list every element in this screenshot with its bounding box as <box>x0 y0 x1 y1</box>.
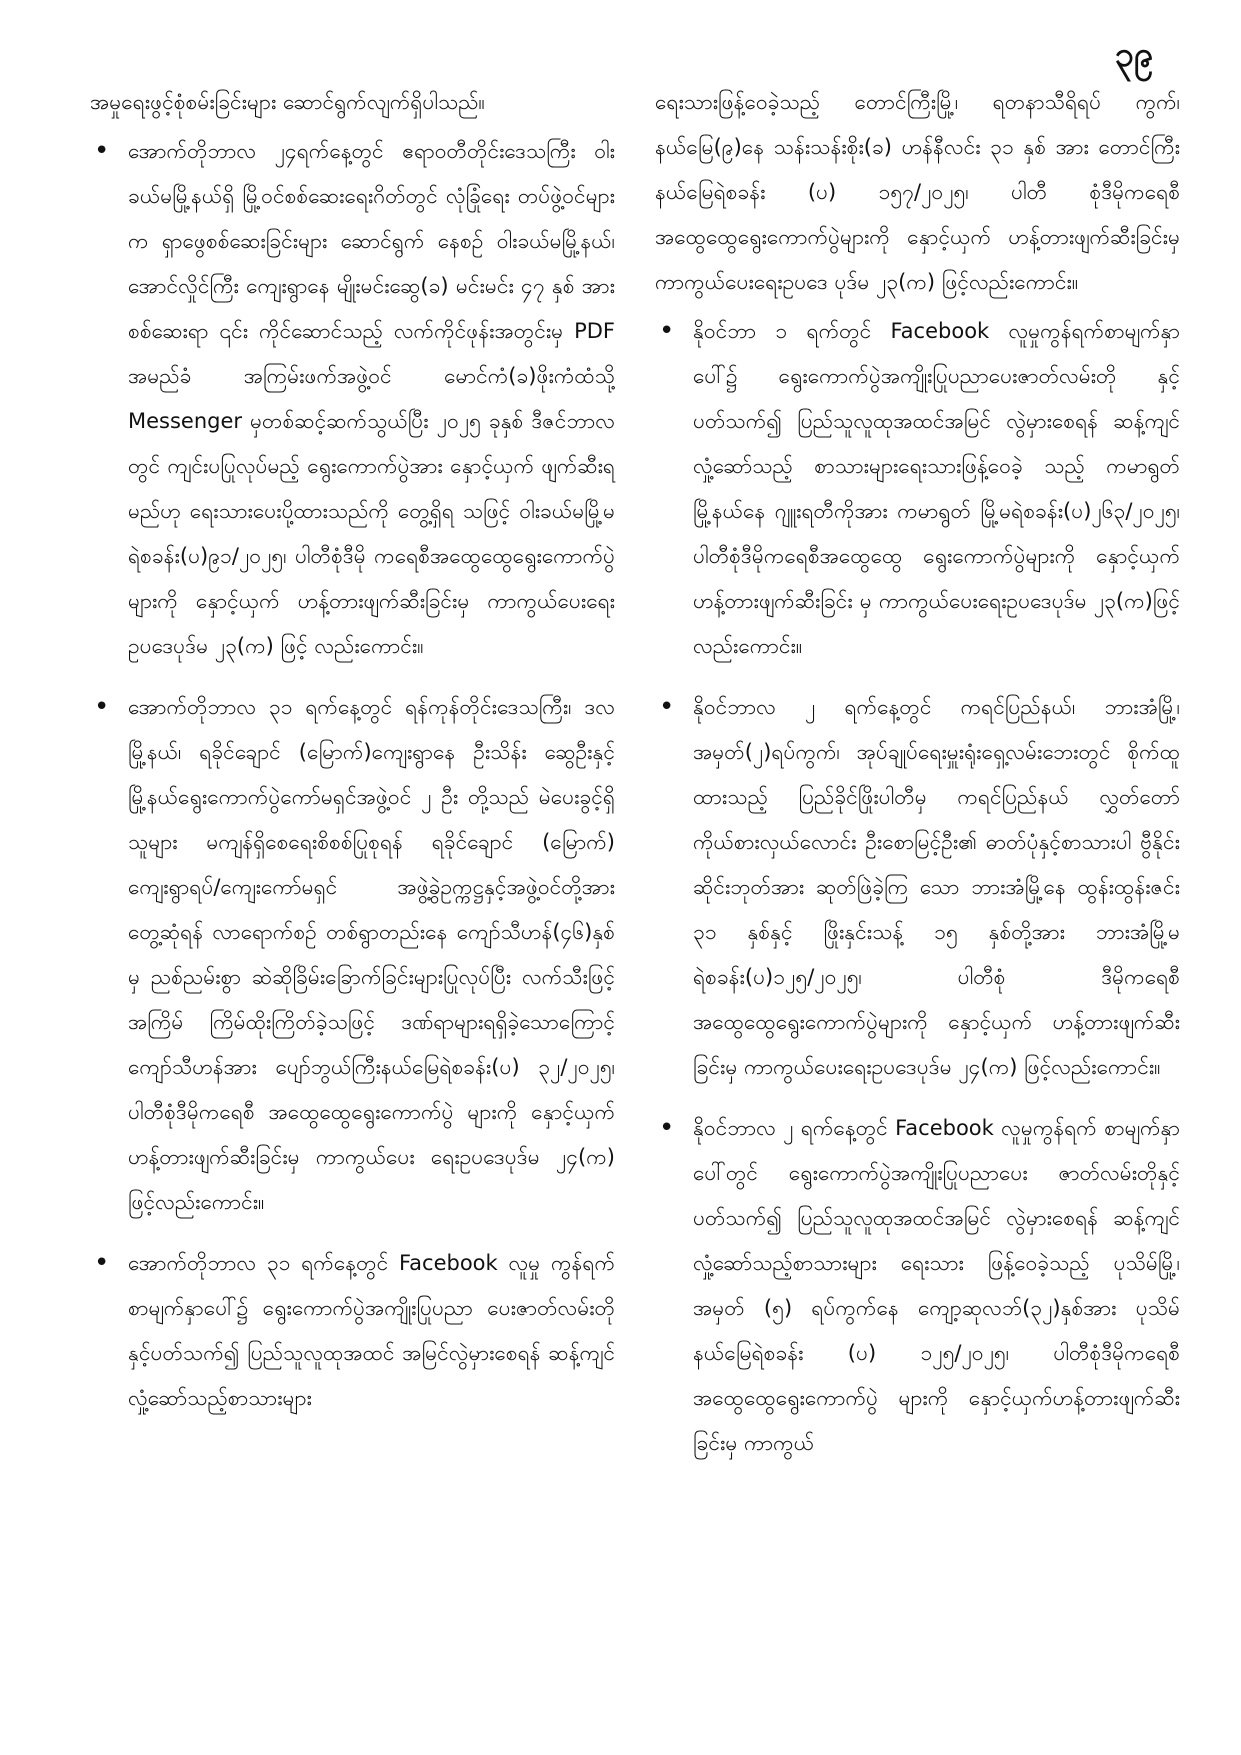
left-bullet-list <box>90 129 615 1421</box>
left-intro-paragraph: အမှုရေးဖွင့်စုံစမ်းခြင်းများ ဆောင်ရွက်လျက်ရှိပါသည်။ <box>90 90 485 114</box>
list-item: • အောက်တိုဘာလ ၃၁ ရက်နေ့တွင် Facebook လူမှု ကွန်ရက်စာမျက်နှာပေါ်၌ ရွေးကောက်ပွဲအကျိုးပြုပညာ ပေးဇာတ်လမ်းတိုနှင့်ပတ်သက်၍ ပြည်သူလူထုအထင် အမြင်လွဲမှားစေရန် ဆန့်ကျင်လှုံ့ဆော်သည့်စာသားများ <box>90 1241 615 1421</box>
page-number: ၃၉ <box>1114 35 1153 75</box>
right-bullet-list <box>655 309 1180 1466</box>
right-column <box>655 80 1180 1482</box>
list-item: • အောက်တိုဘာလ ၃၁ ရက်နေ့တွင် ရန်ကုန်တိုင်းဒေသကြီး၊ ဒလမြို့နယ်၊ ရခိုင်ချောင် (မြောက်)ကျေးရွာနေ ဦးသိန်း ဆွေဦးနှင့် မြို့နယ်ရွေးကောက်ပွဲကော်မရှင်အဖွဲ့ဝင် ၂ ဦး တို့သည် မဲပေးခွင့်ရှိသူများ မကျန်ရှိစေရေးစိစစ်ပြုစုရန် ရခိုင်ချောင် (မြောက်) ကျေးရွာရပ်/ကျေးကော်မရှင် အဖွဲ့ခွဲဥက္ကဋ္ဌနှင့်အဖွဲ့ဝင်တို့အား တွေ့ဆုံရန် လာရောက်စဉ် တစ်ရွာတည်းနေ ကျော်သီဟန်(၄၆)နှစ်မှ ညစ်ညမ်းစွာ ဆဲဆိုခြိမ်းခြောက်ခြင်းများပြုလုပ်ပြီး လက်သီးဖြင့်အကြိမ် ကြိမ်ထိုးကြိတ်ခဲ့သဖြင့် ဒဏ်ရာများရရှိခဲ့သောကြောင့် ကျော်သီဟန်အား ပျော်ဘွယ်ကြီးနယ်မြေရဲစခန်း(ပ) ၃၂/၂၀၂၅၊ ပါတီစုံဒီမိုကရေစီ အထွေထွေရွေးကောက်ပွဲ များကို နှောင့်ယှက်ဟန့်တားဖျက်ဆီးခြင်းမှ ကာကွယ်ပေး ရေးဥပဒေပုဒ်မ ၂၄(က) ဖြင့်လည်းကောင်း။ <box>90 685 615 1225</box>
list-item: • အောက်တိုဘာလ ၂၄ရက်နေ့တွင် ဧရာဝတီတိုင်းဒေသကြီး ဝါးခယ်မမြို့နယ်ရှိ မြို့ဝင်စစ်ဆေးရေးဂိတ်တွင် လုံခြုံရေး တပ်ဖွဲ့ဝင်များက ရှာဖွေစစ်ဆေးခြင်းများ ဆောင်ရွက် နေစဉ် ဝါးခယ်မမြို့နယ်၊ အောင်လှိုင်ကြီး ကျေးရွာနေ မျိုးမင်းဆွေ(ခ) မင်းမင်း ၄၇ နှစ် အားစစ်ဆေးရာ ၎င်း ကိုင်ဆောင်သည့် လက်ကိုင်ဖုန်းအတွင်းမှ PDF အမည်ခံ အကြမ်းဖက်အဖွဲ့ဝင် မောင်ကံ(ခ)ဖိုးကံထံသို့ Messenger မှတစ်ဆင့်ဆက်သွယ်ပြီး ၂၀၂၅ ခုနှစ် ဒီဇင်ဘာလတွင် ကျင်းပပြုလုပ်မည့် ရွေးကောက်ပွဲအား နှောင့်ယှက် ဖျက်ဆီးရမည်ဟု ရေးသားပေးပို့ထားသည်ကို တွေ့ရှိရ သဖြင့် ဝါးခယ်မမြို့မရဲစခန်း(ပ)၉၁/၂၀၂၅၊ ပါတီစုံဒီမို ကရေစီအထွေထွေရွေးကောက်ပွဲများကို နှောင့်ယှက် ဟန့်တားဖျက်ဆီးခြင်းမှ ကာကွယ်ပေးရေးဥပဒေပုဒ်မ ၂၃(က) ဖြင့် လည်းကောင်း။ <box>90 129 615 669</box>
right-intro-paragraph: ရေးသားဖြန့်ဝေခဲ့သည့် တောင်ကြီးမြို့၊ ရတနာသီရိရပ် ကွက်၊နယ်မြေ(၉)နေ သန်းသန်းစိုး(ခ) ဟန်နီလင်း ၃၁ နှစ် အား တောင်ကြီးနယ်မြေရဲစခန်း (ပ) ၁၅၇/၂၀၂၅၊ ပါတီ စုံဒီမိုကရေစီ အထွေထွေရွေးကောက်ပွဲများကို နှောင့်ယှက် ဟန့်တားဖျက်ဆီးခြင်းမှ ကာကွယ်ပေးရေးဥပဒေ ပုဒ်မ ၂၃(က) ဖြင့်လည်းကောင်း။ <box>655 90 1180 294</box>
list-item: • နိုဝင်ဘာ ၁ ရက်တွင် Facebook လူမှုကွန်ရက်စာမျက်နှာ ပေါ်၌ ရွေးကောက်ပွဲအကျိုးပြုပညာပေးဇာတ်လမ်းတို နှင့်ပတ်သက်၍ ပြည်သူလူထုအထင်အမြင် လွဲမှားစေရန် ဆန့်ကျင်လှုံ့ဆော်သည့် စာသားများရေးသားဖြန့်ဝေခဲ့ သည့် ကမာရွတ်မြို့နယ်နေ ဂျူးရတီကိုအား ကမာရွတ် မြို့မရဲစခန်း(ပ)၂၆၃/၂၀၂၅၊ ပါတီစုံဒီမိုကရေစီအထွေထွေ ရွေးကောက်ပွဲများကို နှောင့်ယှက်ဟန့်တားဖျက်ဆီးခြင်း မှ ကာကွယ်ပေးရေးဥပဒေပုဒ်မ ၂၃(က)ဖြင့်လည်းကောင်း။ <box>655 309 1180 669</box>
list-item: • နိုဝင်ဘာလ ၂ ရက်နေ့တွင် Facebook လူမှုကွန်ရက် စာမျက်နှာပေါ်တွင် ရွေးကောက်ပွဲအကျိုးပြုပညာပေး ဇာတ်လမ်းတိုနှင့်ပတ်သက်၍ ပြည်သူလူထုအထင်အမြင် လွဲမှားစေရန် ဆန့်ကျင်လှုံ့ဆော်သည့်စာသားများ ရေးသား ဖြန့်ဝေခဲ့သည့် ပုသိမ်မြို့၊ အမှတ် (၅) ရပ်ကွက်နေ ကျော့ဆုလဘ်(၃၂)နှစ်အား ပုသိမ်နယ်မြေရဲစခန်း (ပ) ၁၂၅/၂၀၂၅၊ ပါတီစုံဒီမိုကရေစီအထွေထွေရွေးကောက်ပွဲ များကို နှောင့်ယှက်ဟန့်တားဖျက်ဆီးခြင်းမှ ကာကွယ် <box>655 1106 1180 1466</box>
list-item: • နိုဝင်ဘာလ ၂ ရက်နေ့တွင် ကရင်ပြည်နယ်၊ ဘားအံမြို့၊ အမှတ်(၂)ရပ်ကွက်၊ အုပ်ချုပ်ရေးမှူးရုံးရှေ့လမ်းဘေးတွင် စိုက်ထူထားသည့် ပြည်ခိုင်ဖြိုးပါတီမှ ကရင်ပြည်နယ် လွှတ်တော်ကိုယ်စားလှယ်လောင်း ဦးစောမြင့်ဦး၏ ဓာတ်ပုံနှင့်စာသားပါ ဗွီနိုင်းဆိုင်းဘုတ်အား ဆုတ်ဖြဲခဲ့ကြ သော ဘားအံမြို့နေ ထွန်းထွန်းဇင်း ၃၁ နှစ်နှင့် ဖြိုးနှင်းသန့် ၁၅ နှစ်တို့အား ဘားအံမြို့မရဲစခန်း(ပ)၁၂၅/၂၀၂၅၊ ပါတီစုံ ဒီမိုကရေစီ အထွေထွေရွေးကောက်ပွဲများကို နှောင့်ယှက် ဟန့်တားဖျက်ဆီးခြင်းမှ ကာကွယ်ပေးရေးဥပဒေပုဒ်မ ၂၄(က) ဖြင့်လည်းကောင်း။ <box>655 685 1180 1090</box>
left-column <box>90 80 615 1437</box>
